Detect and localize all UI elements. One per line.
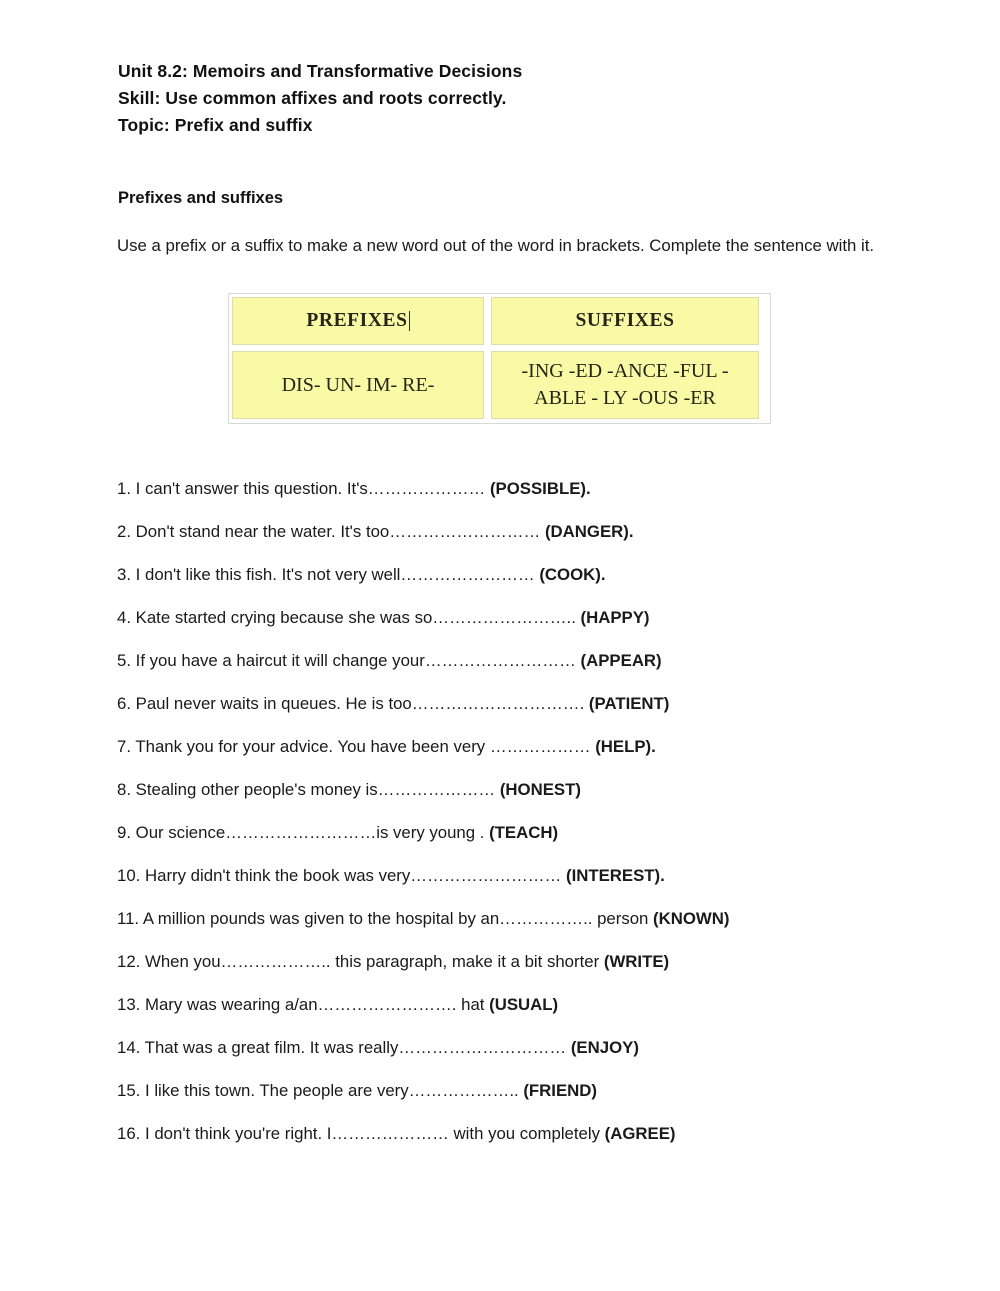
question-prompt: 5. If you have a haircut it will change your……………………… [117, 651, 581, 670]
question-prompt: 2. Don't stand near the water. It's too……………………… [117, 522, 545, 541]
question-prompt: 11. A million pounds was given to the hospital by an…………….. person [117, 909, 654, 928]
question-prompt: 1. I can't answer this question. It's………………… [117, 479, 490, 498]
question-item [117, 952, 917, 995]
instructions-text: Use a prefix or a suffix to make a new word out of the word in brackets. Complete the sentence with it. [117, 236, 875, 255]
question-prompt: 16. I don't think you're right. I………………… with you completely [117, 1124, 605, 1143]
header-unit-line: Unit 8.2: Memoirs and Transformative Decisions [118, 61, 523, 81]
question-item [117, 866, 917, 909]
question-item [117, 909, 917, 952]
question-key: (USUAL) [489, 995, 559, 1014]
question-item [117, 995, 917, 1038]
question-prompt: 3. I don't like this fish. It's not very well…………………… [117, 565, 540, 584]
question-key: (HAPPY) [580, 608, 650, 627]
question-key: (TEACH) [489, 823, 559, 842]
question-item [117, 522, 917, 565]
question-key: (WRITE) [603, 952, 670, 971]
affix-header-suffixes: SUFFIXES [491, 297, 759, 345]
question-key: (COOK). [539, 565, 606, 584]
header-skill-line: Skill: Use common affixes and roots correctly. [118, 88, 507, 108]
question-prompt: 8. Stealing other people's money is………………… [117, 780, 500, 799]
question-key: (ENJOY) [570, 1038, 639, 1057]
question-key: (APPEAR) [580, 651, 662, 670]
affix-reference-table [228, 293, 771, 424]
text-cursor-icon [409, 311, 410, 331]
question-prompt: 12. When you……………….. this paragraph, make it a bit shorter [117, 952, 604, 971]
question-prompt: 6. Paul never waits in queues. He is too…………………………. [117, 694, 589, 713]
question-key: (AGREE) [604, 1124, 676, 1143]
question-list [117, 479, 917, 1167]
affix-cell-suffixes: -ING -ED -ANCE -FUL -ABLE - LY -OUS -ER [491, 351, 759, 419]
question-prompt: 9. Our science………………………is very young . [117, 823, 490, 842]
question-item [117, 1124, 917, 1167]
question-key: (POSSIBLE). [489, 479, 591, 498]
question-prompt: 14. That was a great film. It was really………………………… [117, 1038, 571, 1057]
question-item [117, 565, 917, 608]
question-key: (PATIENT) [588, 694, 670, 713]
question-prompt: 10. Harry didn't think the book was very……………………… [117, 866, 566, 885]
question-item [117, 780, 917, 823]
question-key: (HONEST) [499, 780, 581, 799]
question-key: (FRIEND) [523, 1081, 597, 1100]
question-prompt: 4. Kate started crying because she was so…………………….. [117, 608, 581, 627]
question-prompt: 15. I like this town. The people are very……………….. [117, 1081, 524, 1100]
question-key: (INTEREST). [565, 866, 665, 885]
affix-header-prefixes [232, 297, 484, 345]
question-key: (HELP). [595, 737, 656, 756]
affix-header-prefixes-label: PREFIXES [306, 310, 408, 331]
question-item [117, 694, 917, 737]
question-key: (KNOWN) [653, 909, 730, 928]
question-item [117, 1038, 917, 1081]
question-item [117, 608, 917, 651]
worksheet-header [118, 58, 878, 139]
question-prompt: 7. Thank you for your advice. You have been very ……………… [117, 737, 596, 756]
affix-table-body-row [232, 351, 767, 419]
question-item [117, 1081, 917, 1124]
question-item [117, 479, 917, 522]
affix-cell-prefixes: DIS- UN- IM- RE- [232, 351, 484, 419]
question-item [117, 737, 917, 780]
question-prompt: 13. Mary was wearing a/an……………………. hat [117, 995, 490, 1014]
question-item [117, 823, 917, 866]
question-item [117, 651, 917, 694]
question-key: (DANGER). [544, 522, 634, 541]
affix-table-header-row [232, 297, 767, 345]
header-topic-line: Topic: Prefix and suffix [118, 115, 313, 135]
section-title: Prefixes and suffixes [118, 189, 284, 207]
